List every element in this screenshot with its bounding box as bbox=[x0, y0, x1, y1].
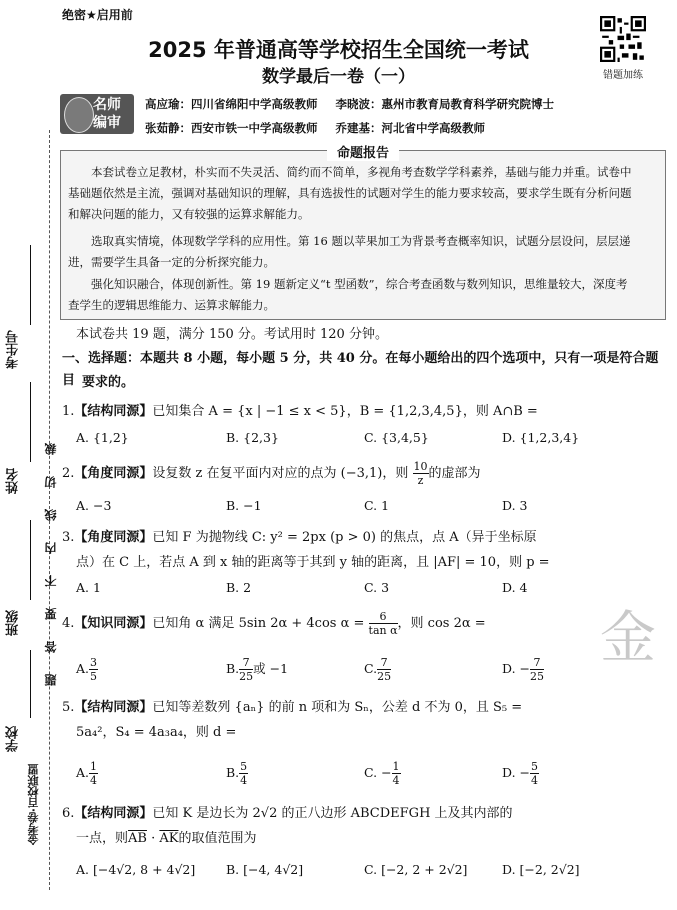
q3-option-b[interactable]: B. 2 bbox=[226, 580, 252, 595]
report-paragraph-2: 选取真实情境，体现数学学科的应用性。第 16 题以苹果加工为背景考查概率知识，试题分层设问，层层递 bbox=[91, 234, 631, 248]
q1-option-b[interactable]: B. {2,3} bbox=[226, 430, 279, 445]
question-5-cont: 5a₄²，S₄ = 4a₃a₄，则 d = bbox=[76, 725, 237, 740]
q5-option-a[interactable]: A. $\frac{1}{4}$ bbox=[76, 760, 98, 787]
badge-label: 名师 编审 bbox=[93, 97, 121, 131]
exam-title: 2025 年普通高等学校招生全国统一考试 bbox=[148, 38, 529, 62]
report-paragraph-3: 强化知识融合，体现创新性。第 19 题新定义“t 型函数”，综合考查函数与数列知识，思维量较大，深度考 bbox=[91, 277, 628, 291]
report-line: 和解决问题的能力，又有较强的运算求解能力。 bbox=[68, 207, 310, 221]
q2-option-d[interactable]: D. 3 bbox=[502, 498, 528, 513]
class-field[interactable] bbox=[30, 520, 31, 600]
qr-code-icon[interactable] bbox=[600, 16, 646, 62]
exam-intro: 本试卷共 19 题，满分 150 分。考试用时 120 分钟。 bbox=[76, 327, 388, 342]
q4-option-d[interactable]: D. − $\frac{7}{25}$ bbox=[502, 656, 544, 683]
report-line: 进，需要学生具备一定的分析探究能力。 bbox=[68, 255, 275, 269]
q2-fraction: $\frac{10}{z}$ bbox=[413, 460, 428, 487]
q2-option-c[interactable]: C. 1 bbox=[364, 498, 390, 513]
exam-number-label: 考生号 bbox=[6, 330, 21, 369]
q4-option-b[interactable]: B. $\frac{7}{25}$ 或 −1 bbox=[226, 656, 289, 683]
q1-option-a[interactable]: A. {1,2} bbox=[76, 430, 129, 445]
school-label: 学校 bbox=[6, 726, 21, 752]
q6-option-d[interactable]: D. [−2, 2√2] bbox=[502, 862, 580, 877]
q5-option-b[interactable]: B. $\frac{5}{4}$ bbox=[226, 760, 248, 787]
exam-number-field[interactable] bbox=[30, 245, 31, 325]
report-paragraph-1: 本套试卷立足教材，朴实而不失灵活、简约而不简单，多视角考查数学学科素养，基础与能力并重。试卷中 bbox=[91, 165, 632, 179]
q5-option-c[interactable]: C. − $\frac{1}{4}$ bbox=[364, 760, 400, 787]
q6-option-a[interactable]: A. [−4√2, 8 + 4√2] bbox=[76, 862, 196, 877]
name-field[interactable] bbox=[30, 382, 31, 462]
section-1-heading-cont: 要求的。 bbox=[82, 375, 135, 390]
section-1-heading: 一、选择题：本题共 8 小题，每小题 5 分，共 40 分。在每小题给出的四个选项中，只有一项是符合题目 bbox=[62, 351, 659, 388]
question-5: 5.【结构同源】已知等差数列 {aₙ} 的前 n 项和为 Sₙ，公差 d 不为 0，且 S₅ = bbox=[62, 700, 523, 715]
qr-caption: 错题加练 bbox=[603, 70, 643, 81]
confidential-label: 绝密★启用前 bbox=[62, 8, 133, 22]
q2-option-b[interactable]: B. −1 bbox=[226, 498, 262, 513]
question-1: 1.【结构同源】已知集合 A = {x | −1 ≤ x < 5}，B = {1,2,3,4,5}，则 A∩B = bbox=[62, 404, 538, 419]
exam-subtitle: 数学最后一卷（一） bbox=[262, 67, 415, 87]
question-3-cont: 点）在 C 上，若点 A 到 x 轴的距离等于其到 y 轴的距离，且 |AF| = 10，则 p = bbox=[76, 555, 550, 570]
q4-option-a[interactable]: A. $\frac{3}{5}$ bbox=[76, 656, 98, 683]
question-4: 4.【知识同源】已知角 α 满足 5sin 2α + 4cos α = $\frac{6}{\text{tan α}}$ ，则 cos 2α = bbox=[62, 610, 486, 637]
q4-option-c[interactable]: C. $\frac{7}{25}$ bbox=[364, 656, 392, 683]
question-6: 6.【结构同源】已知 K 是边长为 2√2 的正八边形 ABCDEFGH 上及其内部的 bbox=[62, 806, 513, 821]
publisher-watermark: 金 bbox=[600, 606, 656, 671]
q6-option-c[interactable]: C. [−2, 2 + 2√2] bbox=[364, 862, 468, 877]
question-2: 2.【角度同源】设复数 z 在复平面内对应的点为 (−3,1)，则 $\frac{10}{z}$ 的虚部为 bbox=[62, 460, 481, 487]
badge-emblem-icon bbox=[64, 97, 94, 133]
question-3: 3.【角度同源】已知 F 为抛物线 C: y² = 2px (p > 0) 的焦点，点 A（异于坐标原 bbox=[62, 530, 537, 545]
publisher-brand: 金考卷·百校联盟 bbox=[27, 764, 40, 846]
q5-option-d[interactable]: D. − $\frac{5}{4}$ bbox=[502, 760, 538, 787]
q1-option-d[interactable]: D. {1,2,3,4} bbox=[502, 430, 580, 445]
report-title: 命题报告 bbox=[60, 142, 666, 161]
q3-option-c[interactable]: C. 3 bbox=[364, 580, 390, 595]
teacher-row-2: 张茹静：西安市铁一中学高级教师 乔建基：河北省中学高级教师 bbox=[145, 121, 485, 135]
school-field[interactable] bbox=[30, 650, 31, 718]
name-label: 姓名 bbox=[6, 468, 21, 494]
question-6-cont: 一点，则$\overline{AB} \cdot \overline{AK}$的取值范围为 bbox=[76, 831, 257, 846]
q3-option-d[interactable]: D. 4 bbox=[502, 580, 528, 595]
teacher-row-1: 高应瑜：四川省绵阳中学高级教师 李晓波：惠州市教育局教育科学研究院博士 bbox=[145, 97, 554, 111]
q2-option-a[interactable]: A. −3 bbox=[76, 498, 112, 513]
q1-option-c[interactable]: C. {3,4,5} bbox=[364, 430, 429, 445]
class-label: 班级 bbox=[6, 610, 21, 636]
report-line: 基础题依然是主流，强调对基础知识的理解，具有选拔性的试题对学生的能力要求较高，要求学生既有分析问题 bbox=[68, 186, 632, 200]
q6-option-b[interactable]: B. [−4, 4√2] bbox=[226, 862, 304, 877]
q3-option-a[interactable]: A. 1 bbox=[76, 580, 101, 595]
report-line: 查学生的逻辑思维能力、运算求解能力。 bbox=[68, 298, 275, 312]
q4-fraction: $\frac{6}{\text{tan α}}$ bbox=[368, 610, 398, 637]
no-answer-warning: 题答要不内线切裁 bbox=[44, 422, 58, 686]
